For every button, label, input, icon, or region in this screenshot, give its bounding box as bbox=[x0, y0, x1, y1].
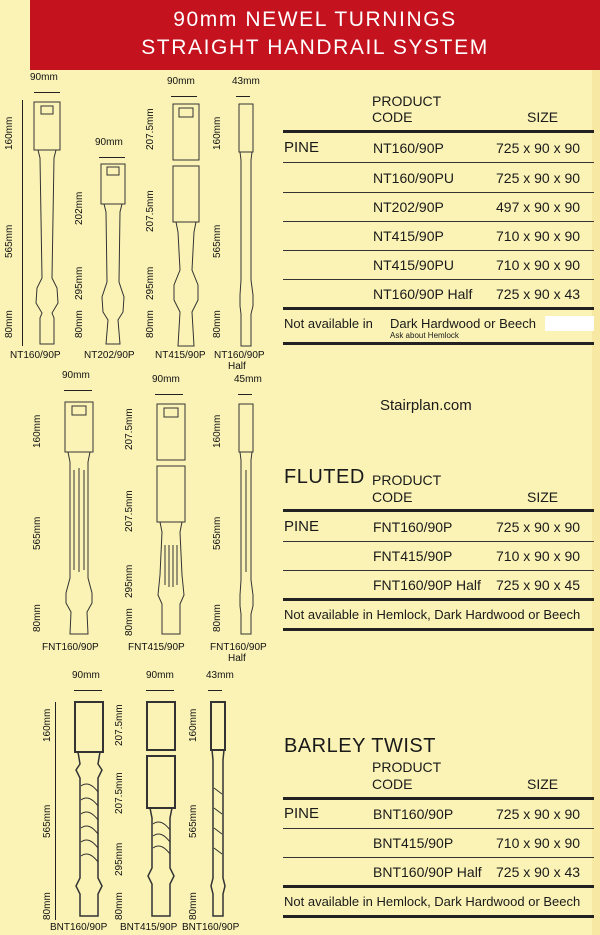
group-label-pine: PINE bbox=[284, 805, 320, 822]
row-size: 710 x 90 x 90 bbox=[496, 228, 581, 244]
dim-height: 80mm bbox=[145, 310, 156, 338]
post-label-half: Half bbox=[228, 361, 246, 372]
post-label-half: Half bbox=[228, 653, 246, 664]
col-header-code: CODE bbox=[372, 776, 413, 792]
col-header-code: CODE bbox=[372, 489, 413, 505]
row-divider bbox=[283, 857, 594, 858]
dim-height: 160mm bbox=[212, 414, 223, 448]
row-size: 725 x 90 x 90 bbox=[496, 140, 581, 156]
availability-note: Not available in Hemlock, Dark Hardwood or Beech bbox=[284, 607, 581, 622]
newel-post-fnt-half bbox=[236, 400, 258, 638]
table-rule bbox=[283, 885, 594, 888]
dim-line bbox=[55, 702, 56, 920]
dim-height: 565mm bbox=[188, 804, 199, 838]
dim-line bbox=[146, 690, 174, 691]
white-box bbox=[545, 316, 594, 331]
row-size: 725 x 90 x 45 bbox=[496, 577, 581, 593]
dim-height: 80mm bbox=[32, 604, 43, 632]
col-header-size: SIZE bbox=[527, 776, 559, 792]
row-code: NT415/90PU bbox=[373, 257, 454, 273]
table-rule bbox=[283, 509, 594, 512]
row-code: BNT160/90P Half bbox=[373, 864, 482, 880]
row-code: NT202/90P bbox=[373, 199, 444, 215]
post-label: FNT160/90P bbox=[210, 642, 267, 653]
right-edge-strip bbox=[592, 70, 600, 935]
post-label: NT415/90P bbox=[155, 350, 206, 361]
dim-width: 90mm bbox=[146, 670, 174, 681]
availability-note: Not available in Hemlock, Dark Hardwood or Beech bbox=[284, 894, 581, 909]
table-rule bbox=[283, 130, 594, 133]
availability-note-prefix: Not available in bbox=[284, 316, 373, 331]
dim-width: 90mm bbox=[30, 72, 58, 83]
row-code: NT160/90PU bbox=[373, 170, 454, 186]
group-label-pine: PINE bbox=[284, 139, 320, 156]
newel-post-fnt415 bbox=[154, 400, 190, 638]
row-size: 725 x 90 x 90 bbox=[496, 170, 581, 186]
dim-line bbox=[22, 100, 23, 346]
header-banner bbox=[30, 0, 600, 70]
availability-subnote: Ask about Hemlock bbox=[390, 331, 459, 340]
newel-post-nt-half bbox=[236, 100, 258, 348]
newel-post-fnt160 bbox=[62, 398, 98, 638]
dim-width: 90mm bbox=[152, 374, 180, 385]
row-divider bbox=[283, 828, 594, 829]
dim-width: 90mm bbox=[62, 370, 90, 381]
post-label: FNT160/90P bbox=[42, 642, 99, 653]
dim-width: 90mm bbox=[167, 76, 195, 87]
table-rule bbox=[283, 342, 594, 345]
dim-height: 207.5mm bbox=[145, 108, 156, 150]
dim-height: 160mm bbox=[188, 708, 199, 742]
post-label: FNT415/90P bbox=[128, 642, 185, 653]
table-rule bbox=[283, 307, 594, 310]
dim-width: 43mm bbox=[232, 76, 260, 87]
row-code: FNT160/90P Half bbox=[373, 577, 481, 593]
row-code: BNT160/90P bbox=[373, 806, 454, 822]
dim-height: 207.5mm bbox=[114, 772, 125, 814]
dim-line bbox=[238, 394, 252, 395]
row-code: FNT415/90P bbox=[373, 548, 453, 564]
post-label: BNT160/90P bbox=[182, 922, 240, 933]
website-text: Stairplan.com bbox=[380, 397, 472, 414]
post-label: NT202/90P bbox=[84, 350, 135, 361]
row-size: 710 x 90 x 90 bbox=[496, 257, 581, 273]
dim-height: 565mm bbox=[4, 224, 15, 258]
row-code: NT160/90P bbox=[373, 140, 444, 156]
row-divider bbox=[283, 541, 594, 542]
dim-height: 295mm bbox=[124, 564, 135, 598]
dim-height: 295mm bbox=[114, 842, 125, 876]
post-label: NT160/90P bbox=[10, 350, 61, 361]
dim-width: 45mm bbox=[234, 374, 262, 385]
dim-width: 90mm bbox=[72, 670, 100, 681]
row-size: 725 x 90 x 43 bbox=[496, 286, 581, 302]
table-rule bbox=[283, 628, 594, 631]
dim-height: 80mm bbox=[188, 892, 199, 920]
row-size: 710 x 90 x 90 bbox=[496, 835, 581, 851]
dim-height: 207.5mm bbox=[124, 408, 135, 450]
dim-height: 80mm bbox=[124, 608, 135, 636]
dim-line bbox=[34, 92, 60, 93]
dim-height: 202mm bbox=[74, 191, 85, 225]
row-size: 710 x 90 x 90 bbox=[496, 548, 581, 564]
col-header-size: SIZE bbox=[527, 489, 559, 505]
col-header-product: PRODUCT bbox=[372, 93, 442, 109]
row-size: 497 x 90 x 90 bbox=[496, 199, 581, 215]
row-size: 725 x 90 x 90 bbox=[496, 806, 581, 822]
newel-post-nt415 bbox=[170, 100, 204, 348]
row-divider bbox=[283, 250, 594, 251]
newel-post-bnt-half bbox=[208, 698, 230, 920]
row-divider bbox=[283, 570, 594, 571]
dim-line bbox=[74, 690, 102, 691]
post-label: NT160/90P bbox=[214, 350, 265, 361]
dim-height: 80mm bbox=[4, 310, 15, 338]
row-divider bbox=[283, 162, 594, 163]
row-code: NT160/90P Half bbox=[373, 286, 473, 302]
dim-height: 80mm bbox=[114, 892, 125, 920]
dim-line bbox=[236, 96, 250, 97]
group-label-pine: PINE bbox=[284, 518, 320, 535]
row-divider bbox=[283, 221, 594, 222]
header-title-line1: 90mm NEWEL TURNINGS bbox=[173, 8, 457, 31]
dim-height: 207.5mm bbox=[114, 704, 125, 746]
col-header-product: PRODUCT bbox=[372, 759, 442, 775]
col-header-size: SIZE bbox=[527, 109, 559, 125]
dim-line bbox=[208, 690, 222, 691]
dim-height: 80mm bbox=[212, 604, 223, 632]
row-size: 725 x 90 x 43 bbox=[496, 864, 581, 880]
dim-line bbox=[171, 96, 197, 97]
newel-post-nt202 bbox=[98, 162, 130, 348]
table-rule bbox=[283, 797, 594, 800]
row-size: 725 x 90 x 90 bbox=[496, 519, 581, 535]
col-header-code: CODE bbox=[372, 109, 413, 125]
dim-height: 565mm bbox=[42, 804, 53, 838]
row-code: BNT415/90P bbox=[373, 835, 454, 851]
table-rule bbox=[283, 915, 594, 918]
dim-height: 160mm bbox=[32, 414, 43, 448]
row-divider bbox=[283, 279, 594, 280]
dim-line bbox=[99, 157, 125, 158]
dim-line bbox=[64, 390, 92, 391]
table-rule bbox=[283, 598, 594, 601]
newel-post-nt160 bbox=[30, 98, 66, 348]
dim-height: 295mm bbox=[74, 266, 85, 300]
dim-height: 80mm bbox=[212, 310, 223, 338]
dim-height: 207.5mm bbox=[124, 490, 135, 532]
newel-post-bnt160 bbox=[72, 698, 108, 920]
newel-post-bnt415 bbox=[144, 698, 180, 920]
post-label: BNT415/90P bbox=[120, 922, 178, 933]
dim-height: 565mm bbox=[32, 516, 43, 550]
dim-height: 80mm bbox=[42, 892, 53, 920]
dim-height: 207.5mm bbox=[145, 190, 156, 232]
dim-height: 160mm bbox=[212, 116, 223, 150]
dim-height: 160mm bbox=[42, 708, 53, 742]
section-title-fluted: FLUTED bbox=[284, 466, 365, 488]
dim-height: 565mm bbox=[212, 224, 223, 258]
dim-width: 90mm bbox=[95, 137, 123, 148]
post-label: BNT160/90P bbox=[50, 922, 108, 933]
dim-line bbox=[155, 394, 183, 395]
row-code: NT415/90P bbox=[373, 228, 444, 244]
section-title-barley-twist: BARLEY TWIST bbox=[284, 735, 436, 757]
col-header-product: PRODUCT bbox=[372, 472, 442, 488]
dim-height: 160mm bbox=[4, 116, 15, 150]
header-title-line2: STRAIGHT HANDRAIL SYSTEM bbox=[141, 36, 489, 59]
dim-height: 565mm bbox=[212, 516, 223, 550]
dim-height: 80mm bbox=[74, 310, 85, 338]
row-code: FNT160/90P bbox=[373, 519, 453, 535]
dim-height: 295mm bbox=[145, 266, 156, 300]
row-divider bbox=[283, 192, 594, 193]
dim-width: 43mm bbox=[206, 670, 234, 681]
availability-note-value: Dark Hardwood or Beech bbox=[390, 316, 536, 331]
